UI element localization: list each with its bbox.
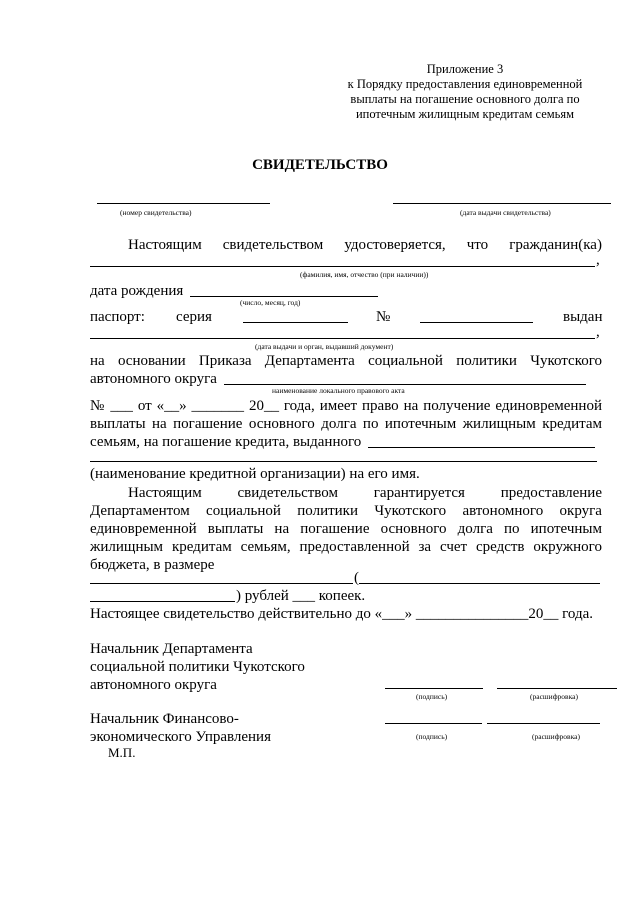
signature2-caption: (подпись) <box>416 732 448 741</box>
okrug-text: автономного округа <box>90 371 217 387</box>
word: выплаты <box>207 521 264 537</box>
payout-line: выплаты на погашение основного долга по ипотечным жилищным кредитам <box>90 416 602 432</box>
word: основного <box>380 521 447 537</box>
word: Чукотского <box>530 353 602 369</box>
amount-line <box>90 583 353 584</box>
word: за <box>418 539 432 555</box>
guarantee-line-3 <box>90 520 602 538</box>
word: округа <box>559 503 602 519</box>
birth-caption: (число, месяц, год) <box>240 298 301 307</box>
word: удостоверяется, <box>344 237 446 253</box>
passport-label: паспорт: <box>90 309 145 325</box>
word: гарантируется <box>373 485 465 501</box>
series-label: серия <box>176 309 212 325</box>
word: счет <box>439 539 468 555</box>
word: единовременной <box>90 521 197 537</box>
comma: , <box>596 324 600 340</box>
basis-line <box>90 352 602 370</box>
act-name-caption: наименование локального правового акта <box>272 386 405 395</box>
number-sign: № <box>376 309 391 325</box>
head1-line3: автономного округа <box>90 677 217 693</box>
decoding1-line <box>497 688 617 689</box>
families-line: семьям, на погашение кредита, выданного <box>90 434 362 450</box>
paragraph-guarantee <box>128 484 602 502</box>
decoding1-caption: (расшифровка) <box>530 692 578 701</box>
paren-open: ( <box>354 570 359 586</box>
word: социальной <box>206 503 281 519</box>
cert-number-caption: (номер свидетельства) <box>120 208 192 217</box>
word: социальной <box>368 353 443 369</box>
head2-line1: Начальник Финансово- <box>90 711 239 727</box>
appendix-line: Приложение 3 <box>426 62 504 76</box>
decoding2-caption: (расшифровка) <box>532 732 580 741</box>
word: политики <box>297 503 358 519</box>
rubles-text: ) рублей ___ копеек. <box>236 588 366 604</box>
series-line <box>243 322 348 323</box>
credit-org-text: (наименование кредитной организации) на его имя. <box>90 466 420 482</box>
head1-line2: социальной политики Чукотского <box>90 659 305 675</box>
credit-org-line <box>90 461 597 462</box>
birth-line <box>190 296 378 297</box>
passport-issued-line <box>90 338 595 339</box>
word: семьям, <box>240 539 291 555</box>
word: Департамента <box>264 353 355 369</box>
passport-number-line <box>420 322 533 323</box>
word: по <box>504 521 520 537</box>
guarantee-line-4 <box>90 538 602 556</box>
amount-words-line <box>359 583 600 584</box>
word: Чукотского <box>374 503 447 519</box>
head2-line2: экономического Управления <box>90 729 271 745</box>
word: долга <box>457 521 493 537</box>
word: погашение <box>300 521 370 537</box>
word: Настоящим <box>128 237 202 253</box>
word: свидетельством <box>237 485 338 501</box>
word: автономного <box>462 503 544 519</box>
appendix-line: к Порядку предоставления единовременной <box>347 77 583 91</box>
fio-caption: (фамилия, имя, отчество (при наличии)) <box>300 270 429 279</box>
word: основании <box>117 353 186 369</box>
document-title: СВИДЕТЕЛЬСТВО <box>252 157 388 173</box>
word: на <box>90 353 105 369</box>
issue-date-line <box>393 203 611 204</box>
word: предоставление <box>500 485 602 501</box>
word: свидетельством <box>222 237 324 253</box>
number-date-line: № ___ от «__» _______ 20__ года, имеет право на получение единовременной <box>90 398 602 414</box>
signature1-line <box>385 688 483 689</box>
word: кредитам <box>171 539 232 555</box>
guarantee-line-5: бюджета, в размере <box>90 557 215 573</box>
credit-line <box>368 447 595 448</box>
word: средств <box>475 539 525 555</box>
head1-line1: Начальник Департамента <box>90 641 253 657</box>
signature2-line <box>385 723 482 724</box>
word: Департаментом <box>90 503 190 519</box>
word: на <box>274 521 290 537</box>
appendix-line: ипотечным жилищным кредитам семьям <box>355 107 575 121</box>
word: Настоящим <box>128 485 202 501</box>
word: окружного <box>533 539 602 555</box>
birth-label: дата рождения <box>90 283 184 299</box>
word: гражданин(ка) <box>509 237 602 253</box>
word: ипотечным <box>530 521 602 537</box>
appendix-line: выплаты на погашение основного долга по <box>350 92 580 106</box>
act-name-line <box>224 384 586 385</box>
word: что <box>466 237 489 253</box>
paragraph-certifies <box>128 236 602 254</box>
amount-words-line-2 <box>90 601 235 602</box>
stamp-label: М.П. <box>108 745 136 760</box>
cert-number-line <box>97 203 270 204</box>
guarantee-line-2 <box>90 502 602 520</box>
decoding2-line <box>487 723 600 724</box>
word: жилищным <box>90 539 164 555</box>
appendix-header <box>330 62 600 122</box>
validity-text: Настоящее свидетельство действительно до «___» _______________20__ года. <box>90 606 593 622</box>
issued-label: выдан <box>563 309 603 325</box>
word: политики <box>456 353 517 369</box>
word: Приказа <box>198 353 252 369</box>
comma: , <box>596 252 600 268</box>
fio-line <box>90 266 595 267</box>
passport-issued-caption: (дата выдачи и орган, выдавший документ) <box>255 342 394 351</box>
word: предоставленной <box>299 539 410 555</box>
issue-date-caption: (дата выдачи свидетельства) <box>460 208 551 217</box>
signature1-caption: (подпись) <box>416 692 448 701</box>
